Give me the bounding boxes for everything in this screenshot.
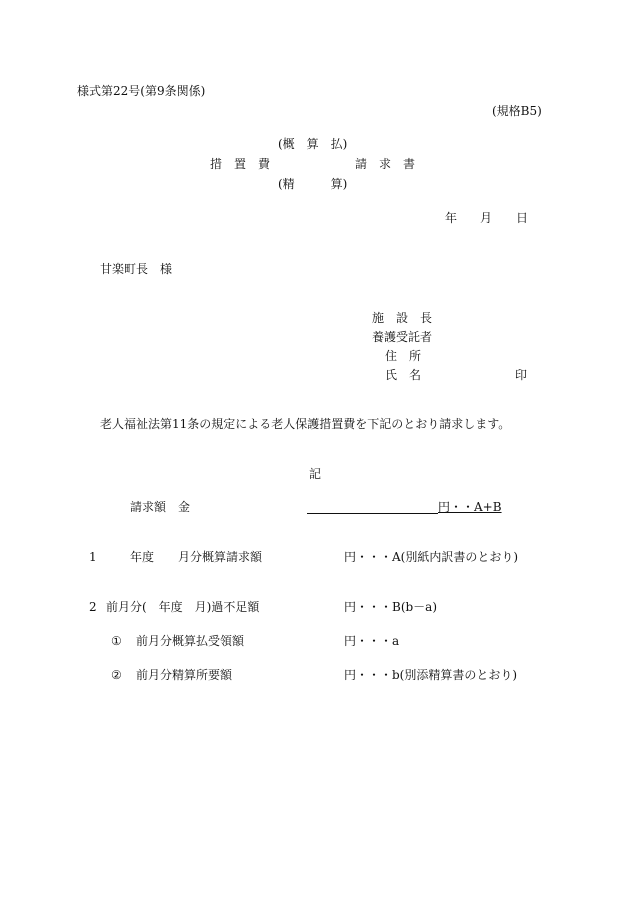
sub2-label: 前月分精算所要額 bbox=[136, 668, 233, 682]
sub1-number: ① bbox=[111, 634, 122, 648]
item1-label: 年度 月分概算請求額 bbox=[130, 550, 263, 564]
date-year: 年 bbox=[445, 211, 458, 225]
date-month: 月 bbox=[480, 211, 493, 225]
form-number: 様式第22号(第9条関係) bbox=[77, 84, 206, 98]
name-label: 氏 名 bbox=[385, 368, 422, 382]
seal-mark: 印 bbox=[515, 368, 528, 382]
address-label: 住 所 bbox=[385, 349, 422, 363]
sub1-value: 円・・・a bbox=[344, 634, 400, 648]
sub2-value: 円・・・b(別添精算書のとおり) bbox=[344, 668, 518, 682]
item2-label: 前月分( 年度 月)過不足額 bbox=[106, 600, 260, 614]
title-top: (概 算 払) bbox=[278, 137, 348, 151]
title-left: 措 置 費 bbox=[210, 157, 271, 171]
item1-number: 1 bbox=[89, 550, 97, 564]
size-note: (規格B5) bbox=[492, 104, 542, 118]
trustee: 養護受託者 bbox=[372, 330, 433, 344]
ki-heading: 記 bbox=[309, 467, 322, 481]
item1-value: 円・・・A(別紙内訳書のとおり) bbox=[344, 550, 519, 564]
facility-head: 施 設 長 bbox=[372, 311, 433, 325]
sub1-label: 前月分概算払受領額 bbox=[136, 634, 245, 648]
item2-value: 円・・・B(b－a) bbox=[344, 600, 438, 614]
sub2-number: ② bbox=[111, 668, 122, 682]
claim-amount-line bbox=[307, 513, 438, 514]
claim-label: 請求額 金 bbox=[130, 500, 191, 514]
item2-number: 2 bbox=[89, 600, 97, 614]
title-right: 請 求 書 bbox=[355, 157, 416, 171]
intro-text: 老人福祉法第11条の規定による老人保護措置費を下記のとおり請求します。 bbox=[100, 417, 511, 431]
addressee: 甘楽町長 様 bbox=[100, 262, 173, 276]
date-day: 日 bbox=[516, 211, 529, 225]
claim-suffix: 円・・A+B bbox=[438, 500, 502, 514]
title-bottom: (精 算) bbox=[278, 177, 348, 191]
